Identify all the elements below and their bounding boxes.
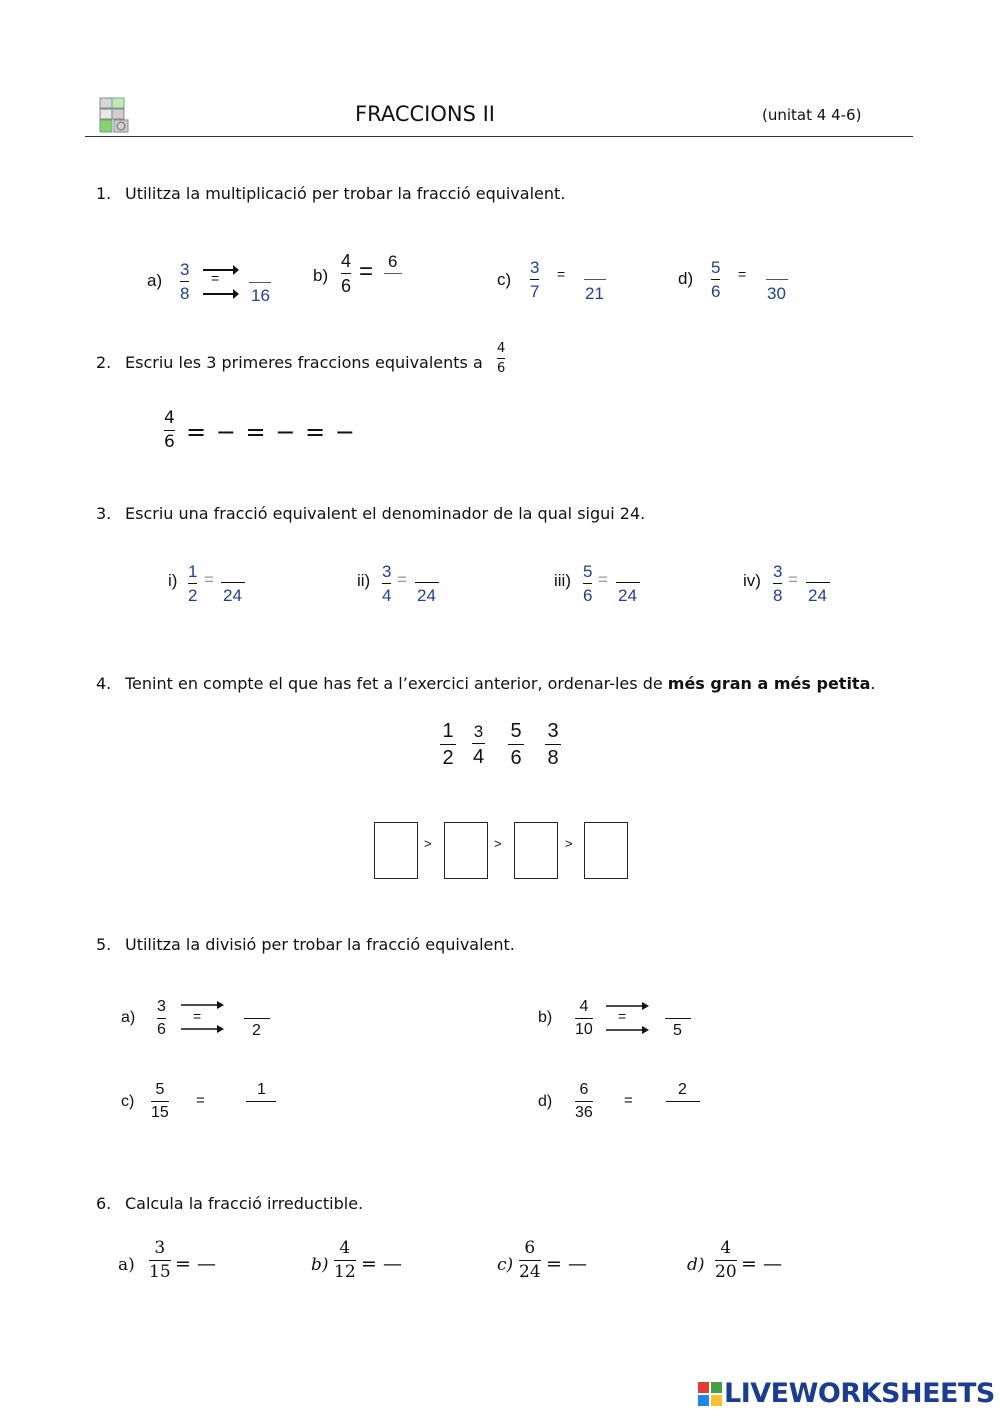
q6-b-label: b) <box>311 1255 329 1275</box>
q1-b-label: b) <box>313 266 329 285</box>
q3-number: 3. <box>96 504 112 523</box>
q3-iv-fraction: 3 8 <box>773 562 783 605</box>
q5-c-answer-den[interactable] <box>246 1101 276 1102</box>
q2-number: 2. <box>96 353 112 372</box>
q1-d-target-den: 30 <box>767 284 786 303</box>
q6-c-label: c) <box>497 1255 514 1275</box>
q3-i-fraction: 1 2 <box>188 562 198 605</box>
q1-a-target-den: 16 <box>251 286 270 305</box>
q6-d-fraction: 4 20 <box>715 1238 737 1282</box>
q5-d-label: d) <box>538 1093 553 1110</box>
q5-b-equals: = <box>618 1008 627 1024</box>
q3-text: Escriu una fracció equivalent el denominador de la qual sigui 24. <box>125 504 646 523</box>
logo-icon <box>98 96 136 134</box>
q5-text: Utilitza la divisió per trobar la fracció equivalent. <box>125 935 515 954</box>
q3-iv-answer-num[interactable] <box>806 582 830 583</box>
q4-gt-3: > <box>565 836 573 851</box>
q1-b-fraction: 4 6 <box>341 251 352 296</box>
q3-iv-label: iv) <box>743 571 761 590</box>
q5-c-label: c) <box>121 1093 135 1110</box>
q1-d-equals: = <box>738 266 747 282</box>
q4-answer-box-3[interactable] <box>514 822 558 879</box>
q4-answer-box-4[interactable] <box>584 822 628 879</box>
q3-i-label: i) <box>168 571 178 590</box>
q4-fraction-4: 3 8 <box>545 721 561 768</box>
q3-ii-label: ii) <box>357 571 371 590</box>
q3-ii-target-den: 24 <box>417 586 436 605</box>
q2-target-fraction: 4 6 <box>497 341 506 376</box>
q3-i-target-den: 24 <box>223 586 242 605</box>
q3-i-answer-num[interactable] <box>221 582 245 583</box>
q4-text-after: . <box>870 674 876 693</box>
q1-text: Utilitza la multiplicació per trobar la fracció equivalent. <box>125 184 566 203</box>
q2-text: Escriu les 3 primeres fraccions equivalents a <box>125 353 483 372</box>
q3-iii-target-den: 24 <box>618 586 637 605</box>
q4-gt-1: > <box>424 836 432 851</box>
q5-d-equals: = <box>624 1092 633 1109</box>
q4-answer-box-2[interactable] <box>444 822 488 879</box>
q2-answer-chain[interactable]: = − = − = − <box>186 418 356 446</box>
q3-iv-target-den: 24 <box>808 586 827 605</box>
q5-a-target-den: 2 <box>252 1022 261 1039</box>
q3-iii-fraction: 5 6 <box>583 562 593 605</box>
q1-c-label: c) <box>497 270 512 289</box>
q6-number: 6. <box>96 1194 112 1213</box>
q3-iii-equals: = <box>598 570 608 589</box>
q6-a-fraction: 3 15 <box>149 1238 171 1282</box>
q6-a-answer[interactable]: = — <box>175 1253 216 1275</box>
q1-b-answer-den[interactable] <box>384 273 402 274</box>
q5-d-fraction: 6 36 <box>575 1081 593 1121</box>
q4-answer-box-1[interactable] <box>374 822 418 879</box>
footer-brand: LIVEWORKSHEETS <box>724 1378 995 1409</box>
q6-d-label: d) <box>687 1255 705 1275</box>
q2-chain-fraction: 4 6 <box>164 408 175 452</box>
q1-c-fraction: 3 7 <box>530 258 540 301</box>
q4-number: 4. <box>96 674 112 693</box>
q1-a-label: a) <box>147 271 163 290</box>
q3-iv-equals: = <box>788 570 798 589</box>
q5-c-fraction: 5 15 <box>151 1081 169 1121</box>
arrow-right-icon <box>606 1001 650 1037</box>
q3-iii-answer-num[interactable] <box>616 582 640 583</box>
q5-a-equals: = <box>193 1008 202 1024</box>
q6-d-answer[interactable]: = — <box>741 1253 782 1275</box>
q1-b-target-num: 6 <box>388 252 398 271</box>
q6-b-fraction: 4 12 <box>334 1238 356 1282</box>
q1-a-answer-num[interactable] <box>249 282 271 283</box>
q5-d-answer-den[interactable] <box>666 1101 700 1102</box>
q3-ii-fraction: 3 4 <box>382 562 392 605</box>
q5-b-fraction: 4 10 <box>575 998 593 1038</box>
q6-text: Calcula la fracció irreductible. <box>125 1194 364 1213</box>
q1-d-fraction: 5 6 <box>711 258 721 301</box>
q5-a-answer-num[interactable] <box>244 1018 270 1019</box>
q1-a-equals: = <box>211 270 220 286</box>
q5-b-label: b) <box>538 1009 553 1026</box>
q4-gt-2: > <box>494 836 502 851</box>
q1-d-answer-num[interactable] <box>766 279 788 280</box>
q5-number: 5. <box>96 935 112 954</box>
q6-b-answer[interactable]: = — <box>361 1253 402 1275</box>
q1-a-fraction: 3 8 <box>180 260 190 303</box>
q3-ii-answer-num[interactable] <box>415 582 439 583</box>
q3-ii-equals: = <box>397 570 407 589</box>
liveworksheets-logo-icon <box>697 1381 723 1407</box>
q1-number: 1. <box>96 184 112 203</box>
q1-c-target-den: 21 <box>585 284 604 303</box>
arrow-right-icon <box>203 264 239 300</box>
q1-b-equals: = <box>359 258 374 285</box>
header-divider <box>85 136 913 137</box>
unit-label: (unitat 4 4-6) <box>762 106 862 124</box>
page-title: FRACCIONS II <box>355 102 495 126</box>
q1-c-equals: = <box>557 266 566 282</box>
q3-iii-label: iii) <box>554 571 571 590</box>
q4-fraction-2: 3 4 <box>472 722 485 768</box>
q4-fraction-1: 1 2 <box>440 721 456 768</box>
q1-d-label: d) <box>678 269 694 288</box>
q4-fraction-3: 5 6 <box>508 721 524 768</box>
q3-i-equals: = <box>204 570 214 589</box>
q5-c-equals: = <box>196 1092 205 1109</box>
q5-c-target-num: 1 <box>257 1081 266 1098</box>
q5-a-fraction: 3 6 <box>157 998 166 1038</box>
q5-d-target-num: 2 <box>678 1081 687 1098</box>
q6-c-answer[interactable]: = — <box>546 1253 587 1275</box>
q5-b-answer-num[interactable] <box>665 1018 691 1019</box>
q4-text-before: Tenint en compte el que has fet a l’exercici anterior, ordenar-les de <box>125 674 668 693</box>
q5-a-label: a) <box>121 1009 136 1026</box>
q4-text-bold: més gran a més petita <box>667 674 871 693</box>
q6-a-label: a) <box>118 1255 135 1275</box>
q1-c-answer-num[interactable] <box>584 279 606 280</box>
arrow-right-icon <box>181 1000 225 1036</box>
q6-c-fraction: 6 24 <box>519 1238 541 1282</box>
q4-text <box>125 674 875 693</box>
q5-b-target-den: 5 <box>673 1022 682 1039</box>
